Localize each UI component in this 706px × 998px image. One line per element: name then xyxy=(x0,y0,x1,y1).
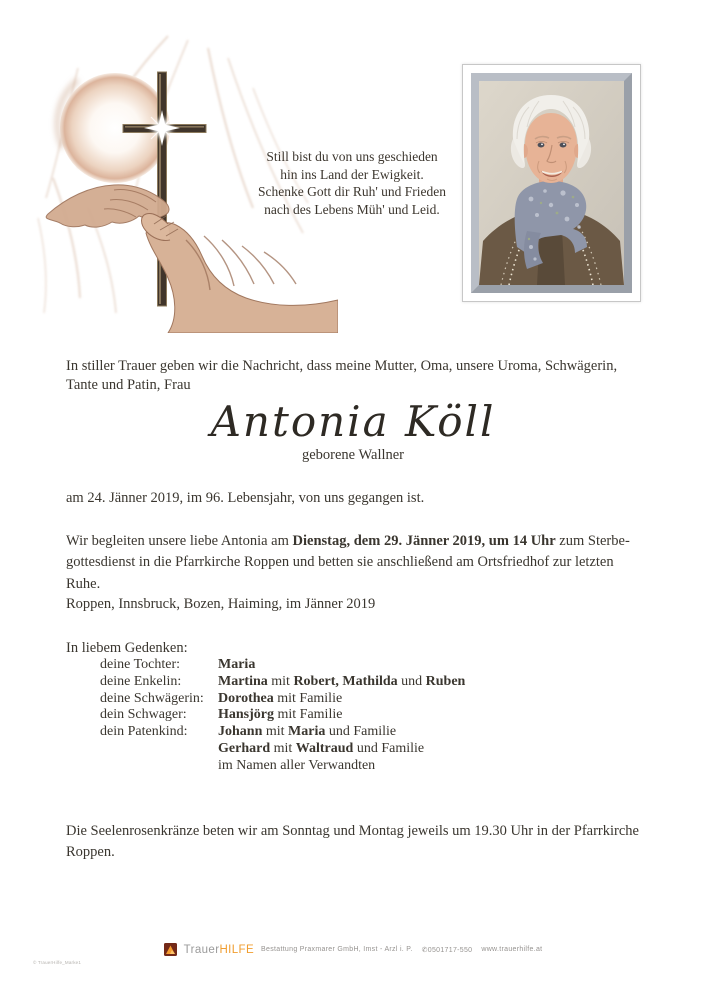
company-name: Bestattung Praxmarer GmbH, Imst - Arzl i. P. xyxy=(261,946,413,953)
family-relation-label xyxy=(100,758,218,775)
portrait-photo-frame xyxy=(462,64,641,302)
maiden-name: geborene Wallner xyxy=(301,447,405,463)
family-list xyxy=(100,657,465,775)
family-row xyxy=(100,674,465,691)
family-row xyxy=(100,741,465,758)
announcement-intro: In stiller Trauer geben wir die Nachricht, dass meine Mutter, Oma, unsere Uroma, Schwägerin, Tante und Patin, Frau xyxy=(66,357,618,393)
phone-number: ✆0501717-550 xyxy=(421,946,473,954)
places-date-line: Roppen, Innsbruck, Bozen, Haiming, im Jänner 2019 xyxy=(66,595,376,612)
family-relation-label: dein Patenkind: xyxy=(100,724,188,740)
brand-suffix: HILFE xyxy=(219,943,255,956)
portrait-photo xyxy=(471,73,632,293)
family-row xyxy=(100,707,465,724)
death-date-line: am 24. Jänner 2019, im 96. Lebensjahr, von uns gegangen ist. xyxy=(66,489,425,506)
copyright-notice: © TrauerHilfe_Marke1 xyxy=(33,960,82,965)
family-names: Hansjörg mit Familie xyxy=(218,707,343,723)
family-relation-label: deine Schwägerin: xyxy=(100,690,204,706)
family-names: Johann mit Maria und Familie xyxy=(218,724,397,740)
family-names: Martina mit Robert, Mathilda und Ruben xyxy=(218,673,466,689)
funeral-details: Wir begleiten unsere liebe Antonia am Dienstag, dem 29. Jänner 2019, um 14 Uhr zum Sterbegottesdienst in die Pfarrkirche Roppen und betten sie anschließend am Ortsfriedhof zur letzten Ruhe. xyxy=(66,532,630,592)
family-row xyxy=(100,657,465,674)
footer-info xyxy=(261,946,542,954)
website-url: www.trauerhilfe.at xyxy=(481,946,543,953)
verse-line: Schenke Gott dir Ruh' und Frieden xyxy=(257,184,447,199)
lower-hand-and-sleeve xyxy=(142,213,339,333)
verse-line: hin ins Land der Ewigkeit. xyxy=(280,166,424,182)
family-names: Maria xyxy=(218,657,256,672)
memorial-verse xyxy=(238,148,466,218)
family-row xyxy=(100,691,465,708)
brand-prefix: Trauer xyxy=(183,943,220,956)
family-relation-label: deine Enkelin: xyxy=(100,673,182,689)
phone-icon: ✆ xyxy=(421,946,428,954)
family-relation-label xyxy=(100,741,218,758)
footer xyxy=(0,943,706,956)
family-relation-label: deine Tochter: xyxy=(100,657,181,672)
family-relation-label: dein Schwager: xyxy=(100,707,187,723)
verse-line: Still bist du von uns geschieden xyxy=(266,149,438,164)
family-names: Gerhard mit Waltraud und Familie xyxy=(218,740,425,756)
rosary-prayer-line: Die Seelenrosenkränze beten wir am Sonntag und Montag jeweils um 19.30 Uhr in der Pfarrkirche Roppen. xyxy=(66,822,639,860)
family-names: im Namen aller Verwandten xyxy=(218,757,376,773)
deceased-name: Antonia Köll xyxy=(210,397,496,446)
trauerhilfe-brand xyxy=(184,944,254,956)
family-names: Dorothea mit Familie xyxy=(218,690,343,706)
elderly-woman-portrait-image xyxy=(479,81,624,285)
family-row xyxy=(100,724,465,741)
verse-line: nach des Lebens Müh' und Leid. xyxy=(264,201,440,217)
family-row xyxy=(100,758,465,775)
trauerhilfe-logo-icon xyxy=(164,943,177,956)
remembrance-heading: In liebem Gedenken: xyxy=(66,639,188,656)
